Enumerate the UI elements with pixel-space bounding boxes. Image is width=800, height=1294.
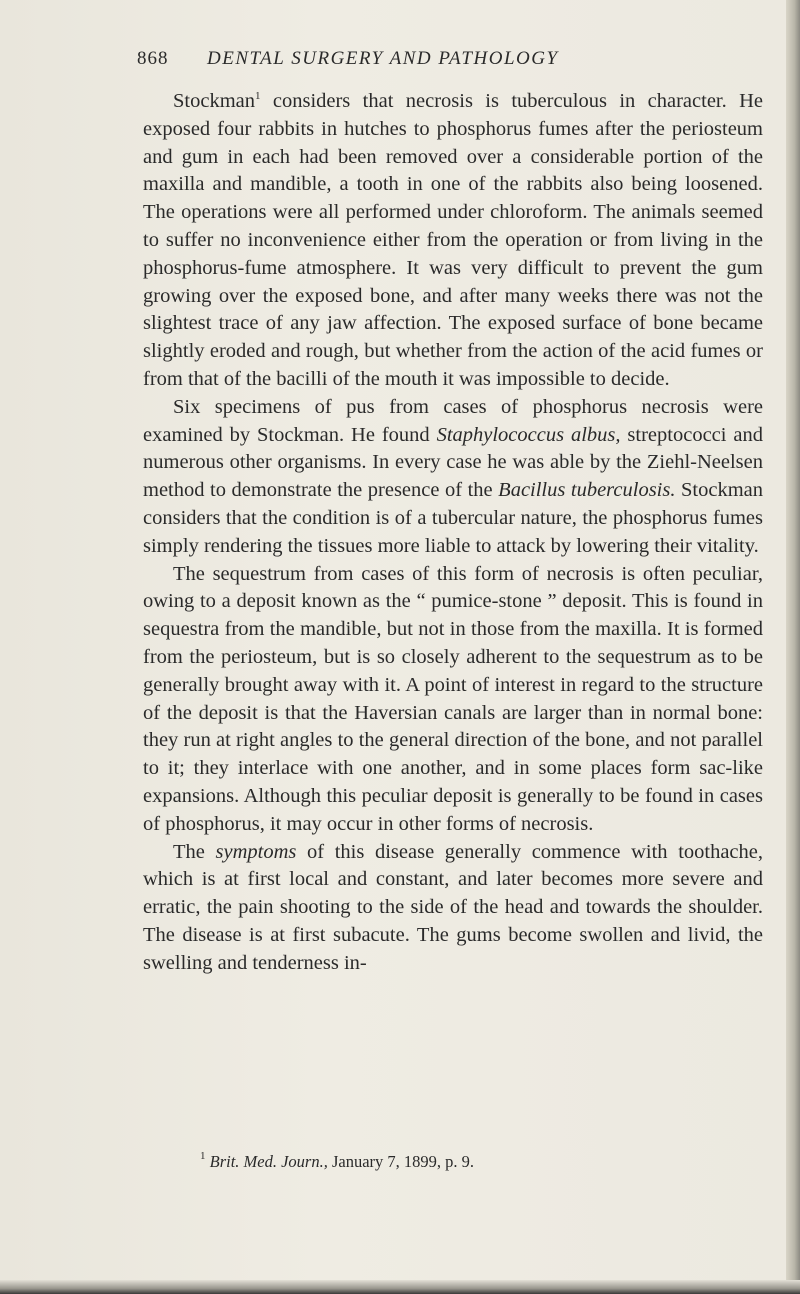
organism-name-staphylococcus: Staphylococcus albus, (436, 423, 621, 446)
paragraph-2-part-2: streptococci and numerous other organisms. In every case he was able by the Ziehl-Neelsen method to demonstrate the presence of the (143, 423, 763, 502)
footnote-mark: 1 (200, 1150, 206, 1162)
body-text (143, 88, 763, 978)
footnote-citation: January 7, 1899, p. 9. (327, 1152, 475, 1171)
symptoms-term: symptoms (215, 840, 297, 863)
page-edge-right (786, 0, 800, 1294)
running-title: DENTAL SURGERY AND PATHOLOGY (207, 48, 559, 69)
paragraph-4-text: of this disease generally commence with toothache, which is at first local and constant, and later becomes more severe and erratic, the pain shooting to the side of the head and towards the shoulder. The disease is at first subacute. The gums become swollen and livid, the swelling and tenderness in- (143, 840, 764, 974)
paragraph-1 (143, 88, 763, 394)
paragraph-3 (143, 561, 763, 839)
page-edge-bottom (0, 1280, 800, 1294)
paragraph-4 (143, 839, 763, 978)
paragraph-3-text: The sequestrum from cases of this form of necrosis is often peculiar, owing to a deposit known as the “ pumice-stone ” deposit. This is found in sequestra from the mandible, but not in those from the maxilla. It is formed from the periosteum, but is so closely adherent to the sequestrum as to be generally brought away with it. A point of interest in regard to the structure of the deposit is that the Haversian canals are larger than in normal bone: they run at right angles to the general direction of the bone, and not parallel to it; they interlace with one another, and in some places form sac-like expansions. Although this peculiar deposit is generally to be found in cases of phosphorus, it may occur in other forms of necrosis. (143, 562, 763, 835)
running-head (137, 48, 697, 70)
paragraph-1-lead: Stockman (173, 90, 255, 112)
paragraph-2-part-3: Stockman considers that the condition is of a tubercular nature, the phosphorus fumes simply rendering the tissues more liable to attack by lowering their vitality. (143, 479, 763, 557)
paragraph-1-text: considers that necrosis is tuberculous in character. He exposed four rabbits in hutches to phosphorus fumes after the periosteum and gum in each had been removed over a considerable portion of the maxilla and mandible, a tooth in one of the rabbits also being loosened. The operations were all performed under chloroform. The animals seemed to suffer no inconvenience either from the operation or from living in the phosphorus-fume atmosphere. It was very difficult to prevent the gum growing over the exposed bone, and after many weeks there was not the slightest trace of any jaw affection. The exposed surface of bone became slightly eroded and rough, but whether from the action of the acid fumes or from that of the bacilli of the mouth it was impossible to decide. (143, 90, 763, 390)
page-number: 868 (137, 48, 169, 69)
paragraph-4-pre: The (173, 840, 216, 863)
footnote (200, 1152, 474, 1172)
organism-name-bacillus: Bacillus tuberculosis. (498, 479, 676, 502)
paragraph-2-part-1: Six specimens of pus from cases of phosphorus necrosis were examined by Stockman. He found (143, 395, 763, 446)
footnote-journal: Brit. Med. Journ., (209, 1152, 328, 1171)
footnote-reference: 1 (255, 90, 261, 102)
paragraph-2 (143, 394, 763, 561)
